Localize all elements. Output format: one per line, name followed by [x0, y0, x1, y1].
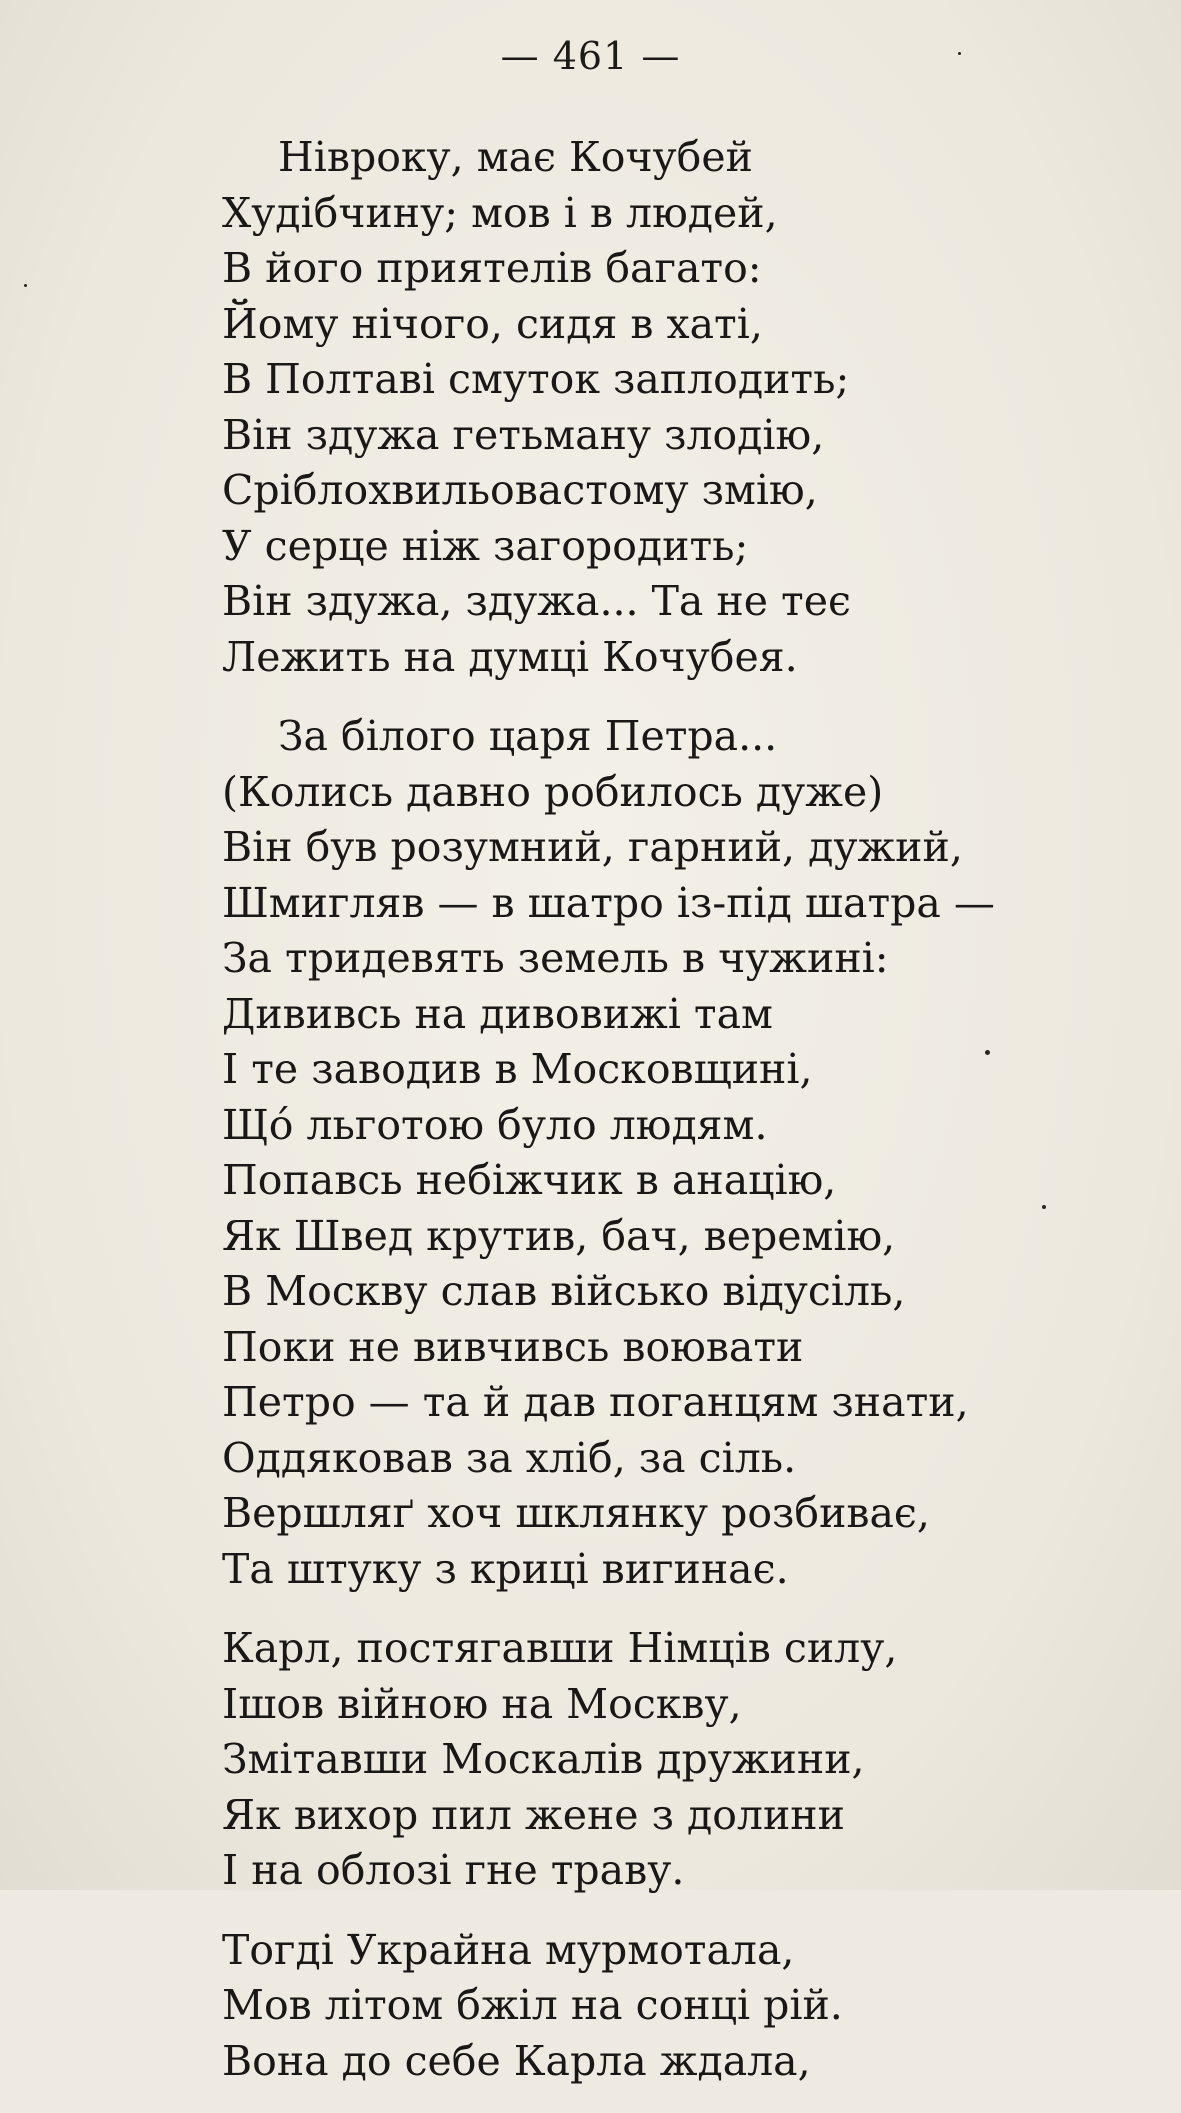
poem-line: Він був розумний, гарний, дужий,: [222, 823, 963, 871]
stanza-1: [222, 130, 1122, 685]
poem-line: В його приятелів багато:: [222, 244, 762, 292]
poem-line: (Колись давно робилось дуже): [222, 767, 884, 816]
stanza-2: [222, 709, 1122, 1597]
stanza-3: [222, 1621, 1122, 1899]
poem-line: В Полтаві смуток заплодить;: [222, 355, 850, 403]
ink-speck: [958, 52, 961, 55]
poem-line: Оддяковав за хліб, за сіль.: [222, 1433, 797, 1482]
page-number: — 461 —: [500, 34, 681, 78]
poem-line: Лежить на думці Кочубея.: [222, 632, 798, 681]
poem-line: За тридевять земель в чужині:: [222, 934, 889, 982]
poem-line: Шмигляв — в шатро із-під шатра —: [222, 878, 995, 927]
poem-line: В Москву слав військо відусіль,: [222, 1267, 906, 1315]
poem-line: Петро — та й дав поганцям знати,: [222, 1378, 969, 1426]
poem-line: Нівроку, має Кочубей: [278, 133, 753, 181]
poem-line: Дививсь на дивовижі там: [222, 989, 773, 1038]
poem-line: Поки не вивчивсь воювати: [222, 1322, 804, 1371]
poem-line: Він здужа, здужа... Та не теє: [222, 577, 851, 625]
poem-line: Він здужа гетьману злодію,: [222, 410, 825, 459]
poem-line: Змітавши Москалів дружини,: [222, 1735, 865, 1783]
poem-line: У серце ніж загородить;: [222, 521, 749, 570]
poem-line: Попавсь небіжчик в анацію,: [222, 1156, 837, 1204]
poem-line: І на облозі гне траву.: [222, 1846, 685, 1894]
poem-line: Йому нічого, сидя в хаті,: [222, 299, 763, 348]
poem-line: Що́ льготою було людям.: [222, 1100, 768, 1149]
poem-line: Тогді Украйна мурмотала,: [222, 1925, 795, 1974]
ink-speck: [24, 284, 27, 287]
poem-text: [222, 130, 1122, 2113]
poem-line: Ішов війною на Москву,: [222, 1679, 742, 1728]
poem-line: Вершляґ хоч шклянку розбиває,: [222, 1489, 930, 1537]
ink-speck: [1042, 1205, 1046, 1209]
poem-line: Вона до себе Карла ждала,: [222, 2036, 811, 2085]
poem-line: Худібчину; мов і в людей,: [222, 188, 778, 237]
poem-line: Та штуку з криці вигинає.: [222, 1544, 789, 1593]
poem-line: За білого царя Петра...: [278, 712, 778, 760]
poem-line: Мов літом бжіл на сонці рій.: [222, 1981, 843, 2029]
ink-speck: [985, 1050, 990, 1055]
stanza-4: [222, 1923, 1122, 2090]
poem-line: Карл, постягавши Німців силу,: [222, 1624, 898, 1672]
poem-line: Як вихор пил жене з долини: [222, 1790, 845, 1839]
poem-line: І те заводив в Московщині,: [222, 1045, 813, 1093]
poem-line: Як Швед крутив, бач, веремію,: [222, 1211, 896, 1260]
poem-line: Сріблохвильовастому змію,: [222, 466, 818, 514]
